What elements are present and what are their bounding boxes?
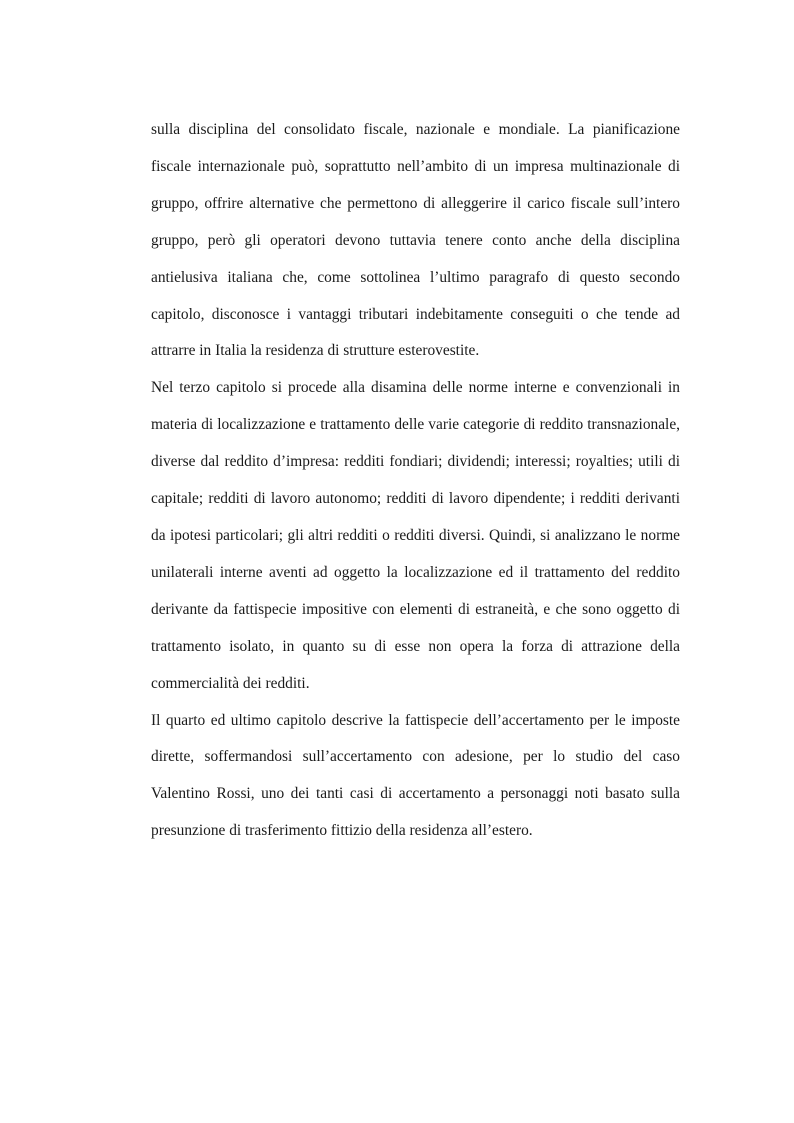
paragraph-terzo-capitolo: Nel terzo capitolo si procede alla disamina delle norme interne e convenzionali in materia di localizzazione e trattamento delle varie categorie di reddito transnazionale, diverse dal reddito d’impresa: redditi fondiari; dividendi; interessi; royalties; utili di capitale; redditi di lavoro autonomo; redditi di lavoro dipendente; i redditi derivanti da ipotesi particolari; gli altri redditi o redditi diversi. Quindi, si analizzano le norme unilaterali interne aventi ad oggetto la localizzazione ed il trattamento del reddito derivante da fattispecie impositive con elementi di estraneità, e che sono oggetto di trattamento isolato, in quanto su di esse non opera la forza di attrazione della commercialità dei redditi. — [151, 379, 680, 692]
paragraph-quarto-capitolo: Il quarto ed ultimo capitolo descrive la fattispecie dell’accertamento per le imposte dirette, soffermandosi sull’accertamento con adesione, per lo studio del caso Valentino Rossi, uno dei tanti casi di accertamento a personaggi noti basato sulla presunzione di trasferimento fittizio della residenza all’estero. — [151, 711, 680, 840]
paragraph-consolidato-fiscale: sulla disciplina del consolidato fiscale, nazionale e mondiale. La pianificazione fiscale internazionale può, soprattutto nell’ambito di un impresa multinazionale di gruppo, offrire alternative che permettono di alleggerire il carico fiscale sull’intero gruppo, però gli operatori devono tuttavia tenere conto anche della disciplina antielusiva italiana che, come sottolinea l’ultimo paragrafo di questo secondo capitolo, disconosce i vantaggi tributari indebitamente conseguiti o che tende ad attrarre in Italia la residenza di strutture esterovestite. — [151, 121, 680, 360]
body-text — [151, 112, 680, 850]
